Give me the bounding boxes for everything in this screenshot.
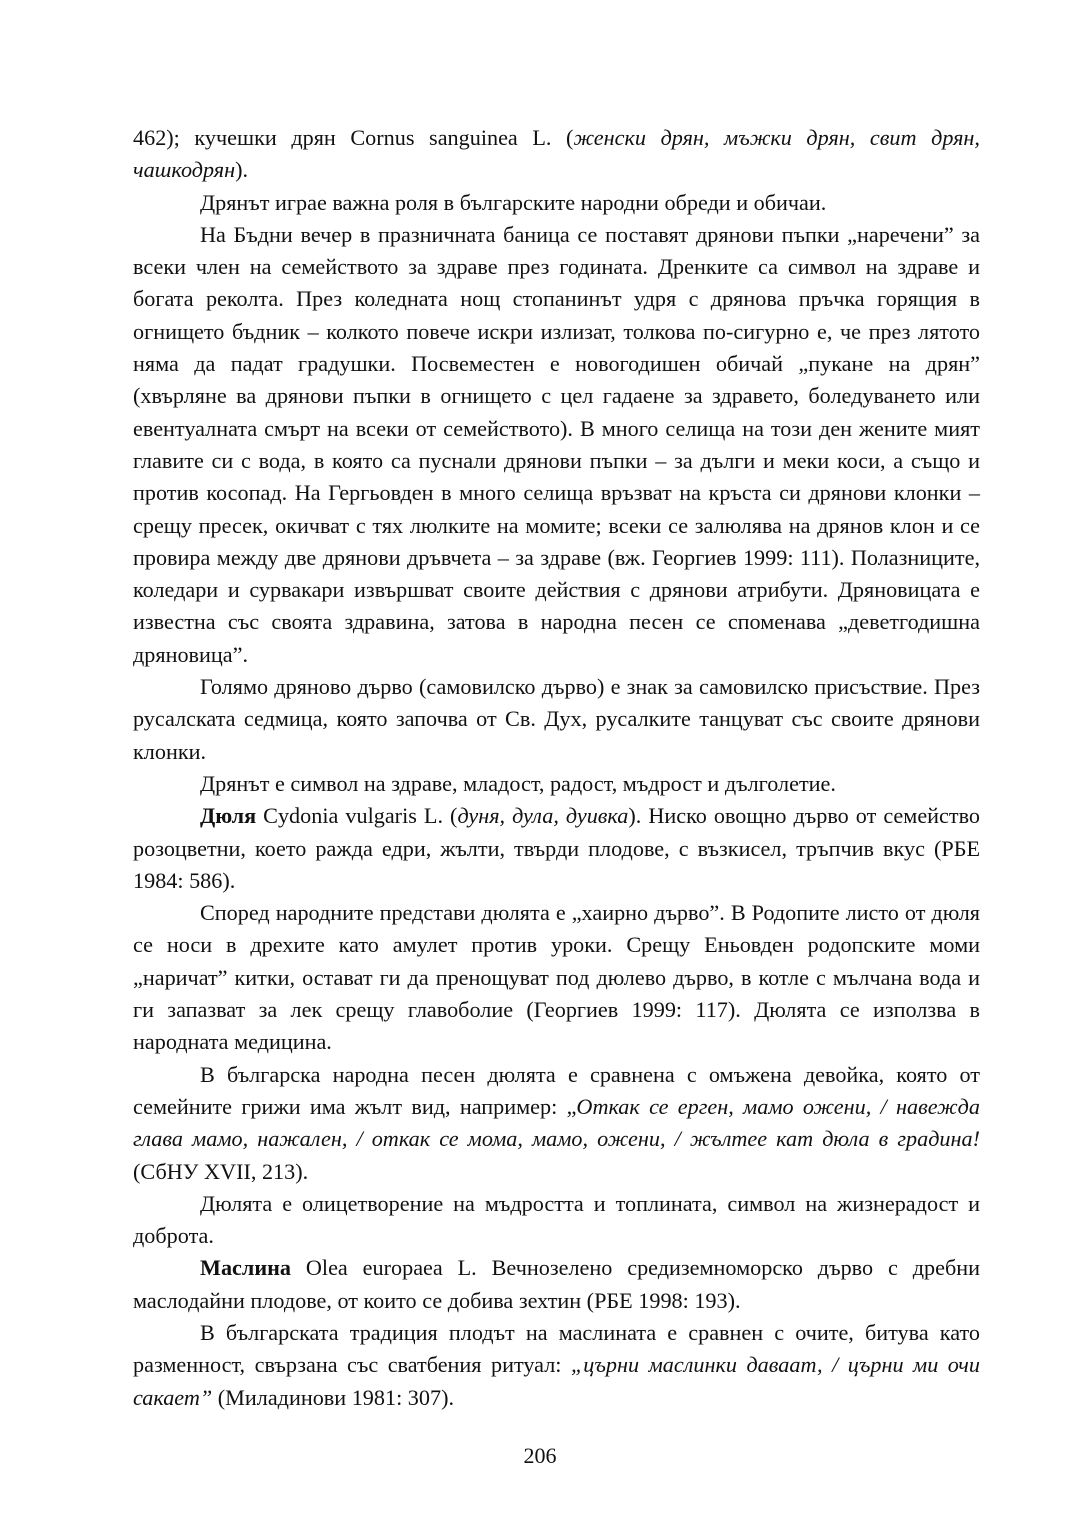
italic-text: женски дрян, мъжки дрян, свит дрян, чашкодрян: [133, 125, 980, 183]
body-text: [133, 122, 980, 1414]
text-run: 462); кучешки дрян Cornus sanguinea L. (: [133, 125, 574, 150]
page-number: 206: [523, 1443, 557, 1468]
paragraph: [133, 768, 980, 800]
italic-text: Откак се ерген, мамо ожени, / навежда глава мамо, нажален, / откак се мома, мамо, ожени, / жълтее кат дюла в градина!: [133, 1093, 980, 1152]
paragraph: [133, 219, 980, 671]
text-run: В българската традиция плодът на маслината е сравнен с очите, битува като разменност, свързана със сватбения ритуал:: [133, 1319, 980, 1378]
paragraph: [133, 1188, 980, 1253]
text-run: Дрянът играе важна роля в българските народни обреди и обичаи.: [200, 189, 827, 215]
text-run: ). Ниско овощно дърво от семейство розоцветни, което ражда едри, жълти, твърди плодове, с възкисел, тръпчив вкус (РБЕ 1984: 586).: [133, 803, 981, 893]
paragraph: [133, 671, 980, 768]
bold-term: Дюля: [200, 803, 257, 829]
paragraph: [133, 897, 980, 1058]
paragraph: [133, 1059, 980, 1188]
text-run: Olea europaea L. Вечнозелено средиземноморско дърво с дребни маслодайни плодове, от които се добива зехтин (РБЕ 1998: 193).: [133, 1255, 980, 1313]
text-run: В българска народна песен дюлята е сравнена с омъжена девойка, която от семейните грижи има жълт вид, например: „: [133, 1061, 980, 1119]
text-run: Според народните представи дюлята е „хаирно дърво”. В Родопите листо от дюля се носи в дрехите като амулет против уроки. Срещу Еньовден родопските моми „наричат” китки, остават ги да пренощуват под дюлево дърво, в котле с мълчана вода и ги запазват за лек срещу главоболие (Георгиев 1999: 117). Дюлята се използва в народната медицина.: [133, 900, 980, 1055]
text-run: Дрянът е символ на здраве, младост, радост, мъдрост и дълголетие.: [200, 770, 836, 796]
italic-text: дуня, дула, дуивка: [457, 803, 629, 829]
text-run: Cydonia vulgaris L. (: [256, 803, 458, 829]
paragraph: [133, 800, 980, 897]
text-run: На Бъдни вечер в празничната баница се поставят дрянови пъпки „наречени” за всеки член на семейството за здраве през годината. Дренките са символ на здраве и богата реколта. През коледната нощ стопанинът удря с дрянова пръчка горящия в огнището бъдник – колкото повече искри излизат, толкова по-сигурно е, че през лятото няма да падат градушки. Посвеместен е новогодишен обичай „пукане на дрян” (хвърляне ва дрянови пъпки в огнището с цел гадаене за здравето, боледуването или евентуалната смърт на всеки от семейството). В много селища на този ден жените мият главите си с вода, в която са пуснали дрянови пъпки – за дълги и меки коси, а също и против косопад. На Гергьовден в много селища връзват на кръста си дрянови клонки – срещу пресек, окичват с тях люлките на момите; всеки се залюлява на дрянов клон и се провира между две дрянови дръвчета – за здраве (вж. Георгиев 1999: 111). Полазниците, коледари и сурвакари извършват своите действия с дрянови атрибути. Дряновицата е известна със своята здравина, затова в народна песен се споменава „деветгодишна дряновица”.: [133, 221, 980, 667]
text-run: (СбНУ XVII, 213).: [133, 1158, 309, 1184]
italic-text: „църни маслинки даваат, / църни ми очи сакает”: [133, 1352, 980, 1410]
text-run: (Миладинови 1981: 307).: [212, 1384, 455, 1410]
paragraph: [133, 122, 980, 187]
paragraph: [133, 187, 980, 219]
text-run: Дюлята е олицетворение на мъдростта и топлината, символ на жизнерадост и доброта.: [133, 1190, 980, 1249]
bold-term: Маслина: [200, 1255, 291, 1281]
text-run: ).: [235, 157, 249, 183]
text-run: Голямо дряново дърво (самовилско дърво) е знак за самовилско присъствие. През русалската седмица, която започва от Св. Дух, русалките танцуват със своите дрянови клонки.: [133, 674, 980, 764]
paragraph: [133, 1252, 980, 1317]
paragraph: [133, 1317, 980, 1414]
